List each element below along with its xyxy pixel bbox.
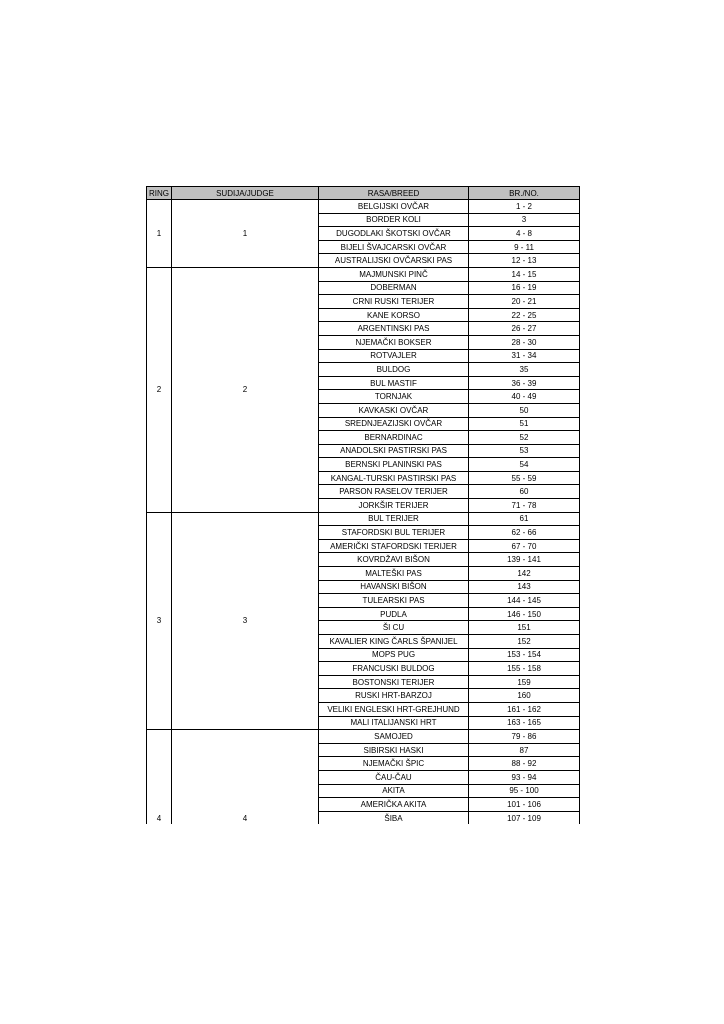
number-cell: 143	[469, 580, 580, 594]
breed-cell: ANADOLSKI PASTIRSKI PAS	[319, 444, 469, 458]
number-cell: 62 - 66	[469, 526, 580, 540]
breed-cell: BOSTONSKI TERIJER	[319, 675, 469, 689]
breed-cell: KOVRDŽAVI BIŠON	[319, 553, 469, 567]
ring-judge-breed-table	[146, 186, 580, 824]
number-cell: 28 - 30	[469, 335, 580, 349]
breed-cell: HAVANSKI BIŠON	[319, 580, 469, 594]
number-cell: 142	[469, 567, 580, 581]
number-column-header: BR./NO.	[469, 187, 580, 200]
breed-cell: STAFORDSKI BUL TERIJER	[319, 526, 469, 540]
number-cell: 52	[469, 431, 580, 445]
number-cell: 53	[469, 444, 580, 458]
breed-cell: PARSON RASELOV TERIJER	[319, 485, 469, 499]
breed-cell: MOPS PUG	[319, 648, 469, 662]
number-cell: 31 - 34	[469, 349, 580, 363]
number-cell: 146 - 150	[469, 607, 580, 621]
number-cell: 160	[469, 689, 580, 703]
number-cell: 26 - 27	[469, 322, 580, 336]
breed-cell: NJEMAČKI BOKSER	[319, 335, 469, 349]
breed-cell: NJEMAČKI ŠPIC	[319, 757, 469, 771]
number-cell: 101 - 106	[469, 798, 580, 812]
judge-cell: 3	[172, 512, 319, 730]
number-cell: 50	[469, 403, 580, 417]
number-cell: 87	[469, 743, 580, 757]
number-cell: 35	[469, 363, 580, 377]
number-cell: 152	[469, 635, 580, 649]
number-cell: 4 - 8	[469, 227, 580, 241]
breed-cell: BELGIJSKI OVČAR	[319, 200, 469, 214]
number-cell: 88 - 92	[469, 757, 580, 771]
number-cell: 163 - 165	[469, 716, 580, 730]
table-row	[147, 200, 580, 214]
breed-cell: TORNJAK	[319, 390, 469, 404]
number-cell: 9 - 11	[469, 240, 580, 254]
number-cell: 40 - 49	[469, 390, 580, 404]
number-cell: 67 - 70	[469, 539, 580, 553]
number-cell: 93 - 94	[469, 770, 580, 784]
table-body	[147, 200, 580, 825]
judge-cell: 1	[172, 200, 319, 268]
breed-cell: ŠI CU	[319, 621, 469, 635]
breed-cell: DOBERMAN	[319, 281, 469, 295]
number-cell: 60	[469, 485, 580, 499]
number-cell: 71 - 78	[469, 499, 580, 513]
number-cell: 61	[469, 512, 580, 526]
number-cell: 161 - 162	[469, 702, 580, 716]
table-row	[147, 267, 580, 281]
number-cell: 3	[469, 213, 580, 227]
ring-cell: 2	[147, 267, 172, 512]
judge-cell: 2	[172, 267, 319, 512]
breed-cell: ŠIBA	[319, 811, 469, 824]
number-cell: 14 - 15	[469, 267, 580, 281]
breed-cell: BIJELI ŠVAJCARSKI OVČAR	[319, 240, 469, 254]
number-cell: 1 - 2	[469, 200, 580, 214]
breed-cell: TULEARSKI PAS	[319, 594, 469, 608]
judging-schedule-sheet	[146, 186, 579, 824]
number-cell: 55 - 59	[469, 471, 580, 485]
number-cell: 36 - 39	[469, 376, 580, 390]
breed-cell: JORKŠIR TERIJER	[319, 499, 469, 513]
breed-cell: PUDLA	[319, 607, 469, 621]
breed-cell: KANE KORSO	[319, 308, 469, 322]
ring-cell: 4	[147, 730, 172, 825]
breed-cell: BUL MASTIF	[319, 376, 469, 390]
number-cell: 144 - 145	[469, 594, 580, 608]
number-cell: 139 - 141	[469, 553, 580, 567]
breed-cell: AMERIČKI STAFORDSKI TERIJER	[319, 539, 469, 553]
breed-cell: KANGAL-TURSKI PASTIRSKI PAS	[319, 471, 469, 485]
number-cell: 107 - 109	[469, 811, 580, 824]
number-cell: 79 - 86	[469, 730, 580, 744]
number-cell: 16 - 19	[469, 281, 580, 295]
breed-cell: MAJMUNSKI PINČ	[319, 267, 469, 281]
number-cell: 20 - 21	[469, 295, 580, 309]
ring-cell: 1	[147, 200, 172, 268]
breed-cell: SREDNJEAZIJSKI OVČAR	[319, 417, 469, 431]
breed-cell: CRNI RUSKI TERIJER	[319, 295, 469, 309]
number-cell: 155 - 158	[469, 662, 580, 676]
table-row	[147, 512, 580, 526]
breed-cell: MALI ITALIJANSKI HRT	[319, 716, 469, 730]
breed-cell: SAMOJED	[319, 730, 469, 744]
breed-cell: ČAU-ČAU	[319, 770, 469, 784]
judge-cell: 4	[172, 730, 319, 825]
ring-cell: 3	[147, 512, 172, 730]
number-cell: 153 - 154	[469, 648, 580, 662]
breed-cell: KAVKASKI OVČAR	[319, 403, 469, 417]
number-cell: 95 - 100	[469, 784, 580, 798]
breed-cell: BULDOG	[319, 363, 469, 377]
breed-cell: ARGENTINSKI PAS	[319, 322, 469, 336]
breed-cell: AMERIČKA AKITA	[319, 798, 469, 812]
breed-cell: SIBIRSKI HASKI	[319, 743, 469, 757]
number-cell: 151	[469, 621, 580, 635]
breed-cell: BERNARDINAC	[319, 431, 469, 445]
breed-cell: BERNSKI PLANINSKI PAS	[319, 458, 469, 472]
number-cell: 51	[469, 417, 580, 431]
breed-cell: ROTVAJLER	[319, 349, 469, 363]
breed-cell: DUGODLAKI ŠKOTSKI OVČAR	[319, 227, 469, 241]
breed-cell: FRANCUSKI BULDOG	[319, 662, 469, 676]
number-cell: 54	[469, 458, 580, 472]
header-row	[147, 187, 580, 200]
breed-cell: VELIKI ENGLESKI HRT-GREJHUND	[319, 702, 469, 716]
number-cell: 159	[469, 675, 580, 689]
breed-column-header: RASA/BREED	[319, 187, 469, 200]
number-cell: 12 - 13	[469, 254, 580, 268]
judge-column-header: SUDIJA/JUDGE	[172, 187, 319, 200]
number-cell: 22 - 25	[469, 308, 580, 322]
breed-cell: AKITA	[319, 784, 469, 798]
breed-cell: KAVALIER KING ČARLS ŠPANIJEL	[319, 635, 469, 649]
breed-cell: BUL TERIJER	[319, 512, 469, 526]
breed-cell: BORDER KOLI	[319, 213, 469, 227]
table-row	[147, 730, 580, 744]
breed-cell: AUSTRALIJSKI OVČARSKI PAS	[319, 254, 469, 268]
breed-cell: MALTEŠKI PAS	[319, 567, 469, 581]
breed-cell: RUSKI HRT-BARZOJ	[319, 689, 469, 703]
table-header	[147, 187, 580, 200]
ring-column-header: RING	[147, 187, 172, 200]
